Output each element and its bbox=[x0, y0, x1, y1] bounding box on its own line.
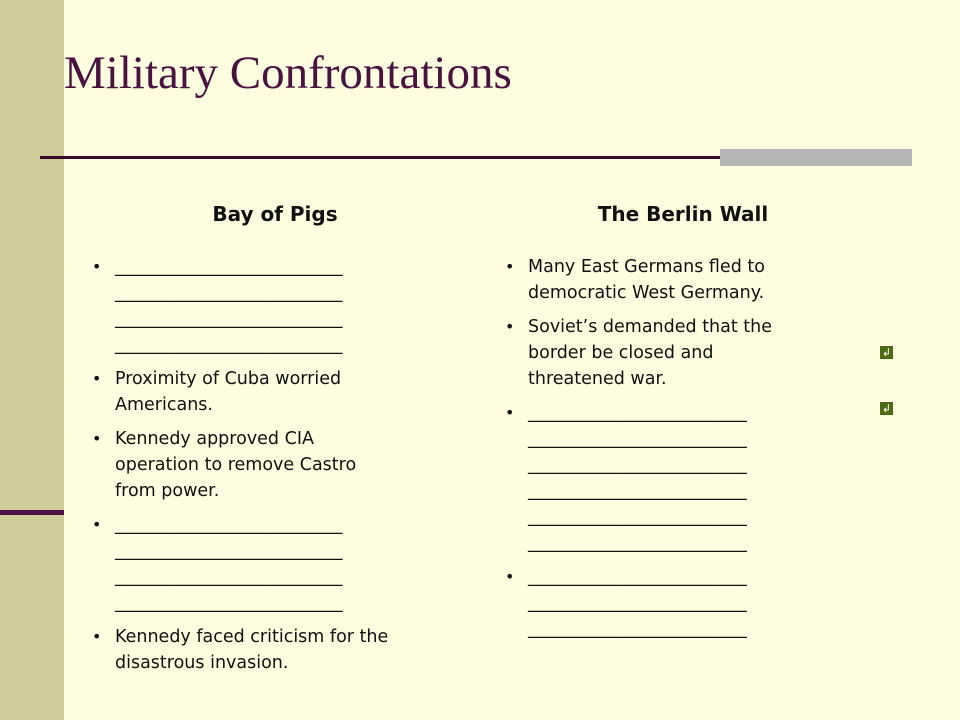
right-column-heading: The Berlin Wall bbox=[597, 202, 769, 226]
bullet-line: __________________________ bbox=[115, 309, 343, 329]
bullet-line: disastrous invasion. bbox=[115, 653, 289, 673]
bullet-line: Americans. bbox=[115, 395, 213, 415]
left-column-heading: Bay of Pigs bbox=[212, 202, 338, 226]
bullet-line: _________________________ bbox=[528, 455, 747, 475]
bullet-item bbox=[503, 564, 863, 642]
slide-title: Military Confrontations bbox=[64, 47, 512, 99]
bullet-item bbox=[503, 254, 863, 306]
bullet-line: • _________________________ bbox=[528, 403, 747, 423]
left-sidebar-bar bbox=[0, 0, 64, 720]
return-icon[interactable]: ↲ bbox=[881, 346, 892, 359]
bullet-item bbox=[90, 624, 460, 676]
left-bullet-list bbox=[90, 254, 460, 676]
bullet-line: democratic West Germany. bbox=[528, 283, 765, 303]
bullet-line: • Soviet’s demanded that the bbox=[528, 317, 773, 337]
bullet-line: __________________________ bbox=[115, 541, 343, 561]
bullet-item bbox=[503, 400, 863, 556]
bullet-item bbox=[90, 426, 460, 504]
right-bullet-list bbox=[503, 254, 863, 642]
bullet-line: __________________________ bbox=[115, 335, 343, 355]
bullet-line: threatened war. bbox=[528, 369, 667, 389]
bullet-line: • Kennedy faced criticism for the bbox=[115, 627, 389, 647]
bullet-line: • __________________________ bbox=[115, 515, 343, 535]
bullet-line: • _________________________ bbox=[528, 567, 747, 587]
bullet-line: __________________________ bbox=[115, 593, 343, 613]
bullet-line: _________________________ bbox=[528, 593, 747, 613]
bullet-line: _________________________ bbox=[528, 533, 747, 553]
right-column bbox=[503, 254, 863, 650]
bullet-item bbox=[90, 254, 460, 358]
bullet-line: __________________________ bbox=[115, 283, 343, 303]
left-bar-accent bbox=[0, 510, 64, 515]
bullet-item bbox=[90, 366, 460, 418]
bullet-line: __________________________ bbox=[115, 567, 343, 587]
bullet-line: _________________________ bbox=[528, 481, 747, 501]
title-divider-accent bbox=[720, 149, 912, 166]
bullet-line: _________________________ bbox=[528, 619, 747, 639]
bullet-line: • __________________________ bbox=[115, 257, 343, 277]
bullet-line: _________________________ bbox=[528, 507, 747, 527]
bullet-line: • Kennedy approved CIA bbox=[115, 429, 314, 449]
return-icon[interactable]: ↲ bbox=[881, 402, 892, 415]
bullet-line: from power. bbox=[115, 481, 220, 501]
bullet-line: • Many East Germans fled to bbox=[528, 257, 765, 277]
bullet-line: • Proximity of Cuba worried bbox=[115, 369, 342, 389]
bullet-item bbox=[503, 314, 863, 392]
bullet-line: operation to remove Castro bbox=[115, 455, 357, 475]
bullet-line: _________________________ bbox=[528, 429, 747, 449]
left-column bbox=[90, 254, 460, 684]
bullet-line: border be closed and bbox=[528, 343, 714, 363]
bullet-item bbox=[90, 512, 460, 616]
